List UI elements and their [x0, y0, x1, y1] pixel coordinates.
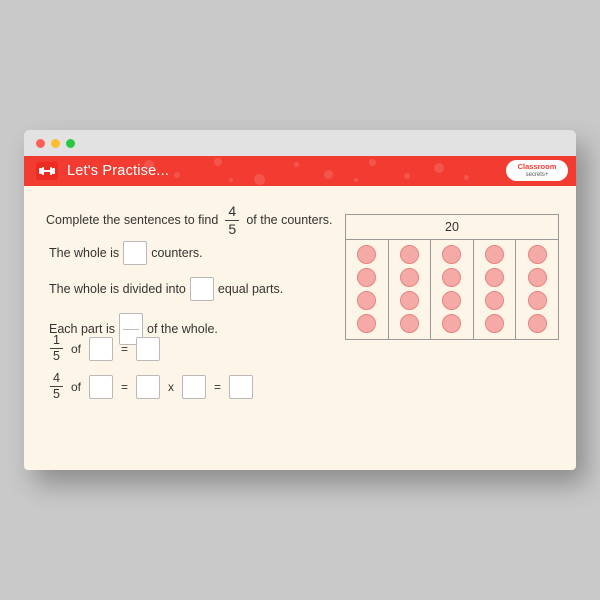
- equation-times-sign: x: [168, 379, 175, 394]
- counter-dot: [400, 245, 419, 264]
- equation-fraction-four-fifths: [50, 372, 63, 401]
- brand-line-1: Classroom: [517, 162, 557, 172]
- answer-input-eq2-d[interactable]: [229, 375, 253, 399]
- equation-equals-sign: =: [121, 379, 129, 394]
- prompt-text-after: of the counters.: [246, 213, 333, 228]
- sentence-parts: [49, 277, 283, 301]
- sentence-whole: [49, 241, 283, 265]
- counter-column: [516, 240, 558, 339]
- app-window: [24, 130, 576, 470]
- counter-column: [346, 240, 389, 339]
- answer-input-eq2-b[interactable]: [136, 375, 160, 399]
- counters-grid: [346, 240, 558, 339]
- equation-of-label: of: [71, 341, 82, 356]
- counter-dot: [400, 291, 419, 310]
- banner-title: Let's Practise...: [67, 163, 170, 179]
- sentence-each-part-text-before: Each part is: [49, 322, 116, 336]
- counters-table: [345, 214, 559, 340]
- counter-dot: [442, 268, 461, 287]
- window-titlebar: [24, 130, 576, 156]
- sentence-parts-text-after: equal parts.: [217, 282, 284, 296]
- equation-row-four-fifths: [50, 372, 253, 401]
- equation-fraction-one-fifth: [50, 334, 63, 363]
- sentence-parts-text-before: The whole is divided into: [49, 282, 186, 296]
- answer-input-eq1-b[interactable]: [136, 337, 160, 361]
- counter-dot: [357, 268, 376, 287]
- sentence-whole-text-before: The whole is: [49, 246, 120, 260]
- counter-dot: [357, 291, 376, 310]
- counter-dot: [528, 291, 547, 310]
- lesson-banner: [24, 156, 576, 186]
- answer-input-eq2-a[interactable]: [89, 375, 113, 399]
- equation-list: [50, 334, 253, 411]
- counter-dot: [485, 268, 504, 287]
- equation-denominator: 5: [53, 349, 60, 364]
- equation-row-one-fifth: [50, 334, 253, 363]
- counter-dot: [528, 268, 547, 287]
- prompt-fraction: [225, 204, 239, 236]
- prompt-fraction-numerator: 4: [228, 203, 237, 219]
- equation-equals-sign: =: [121, 341, 129, 356]
- equation-numerator: 4: [53, 371, 60, 386]
- counter-column: [431, 240, 474, 339]
- brand-logo: [506, 160, 568, 181]
- counter-column: [389, 240, 432, 339]
- brand-line-2: secrets+: [525, 171, 549, 178]
- sentence-each-part-text-after: of the whole.: [147, 322, 218, 336]
- counter-dot: [357, 314, 376, 333]
- answer-input-eq1-a[interactable]: [89, 337, 113, 361]
- counter-dot: [485, 245, 504, 264]
- counter-dot: [400, 268, 419, 287]
- counter-dot: [485, 291, 504, 310]
- counter-dot: [442, 291, 461, 310]
- answer-input-whole[interactable]: [123, 241, 147, 265]
- counter-dot: [528, 314, 547, 333]
- answer-input-parts[interactable]: [190, 277, 214, 301]
- minimize-window-button[interactable]: [51, 139, 60, 148]
- close-window-button[interactable]: [36, 139, 45, 148]
- equation-equals-sign-2: =: [214, 379, 222, 394]
- sentence-whole-text-after: counters.: [151, 246, 203, 260]
- counter-column: [474, 240, 517, 339]
- prompt-fraction-denominator: 5: [228, 220, 237, 237]
- counter-dot: [442, 245, 461, 264]
- equation-numerator: 1: [53, 333, 60, 347]
- maximize-window-button[interactable]: [66, 139, 75, 148]
- prompt-text-before: Complete the sentences to find: [46, 213, 219, 228]
- equation-of-label: of: [71, 379, 82, 394]
- counter-dot: [442, 314, 461, 333]
- equation-denominator: 5: [53, 387, 60, 402]
- counter-dot: [357, 245, 376, 264]
- counter-dot: [528, 245, 547, 264]
- counter-dot: [400, 314, 419, 333]
- counter-dot: [485, 314, 504, 333]
- dumbbell-icon: [36, 162, 58, 180]
- answer-input-eq2-c[interactable]: [182, 375, 206, 399]
- lesson-content: [24, 186, 576, 470]
- counters-total-label: 20: [346, 215, 558, 240]
- prompt-line: [46, 204, 333, 236]
